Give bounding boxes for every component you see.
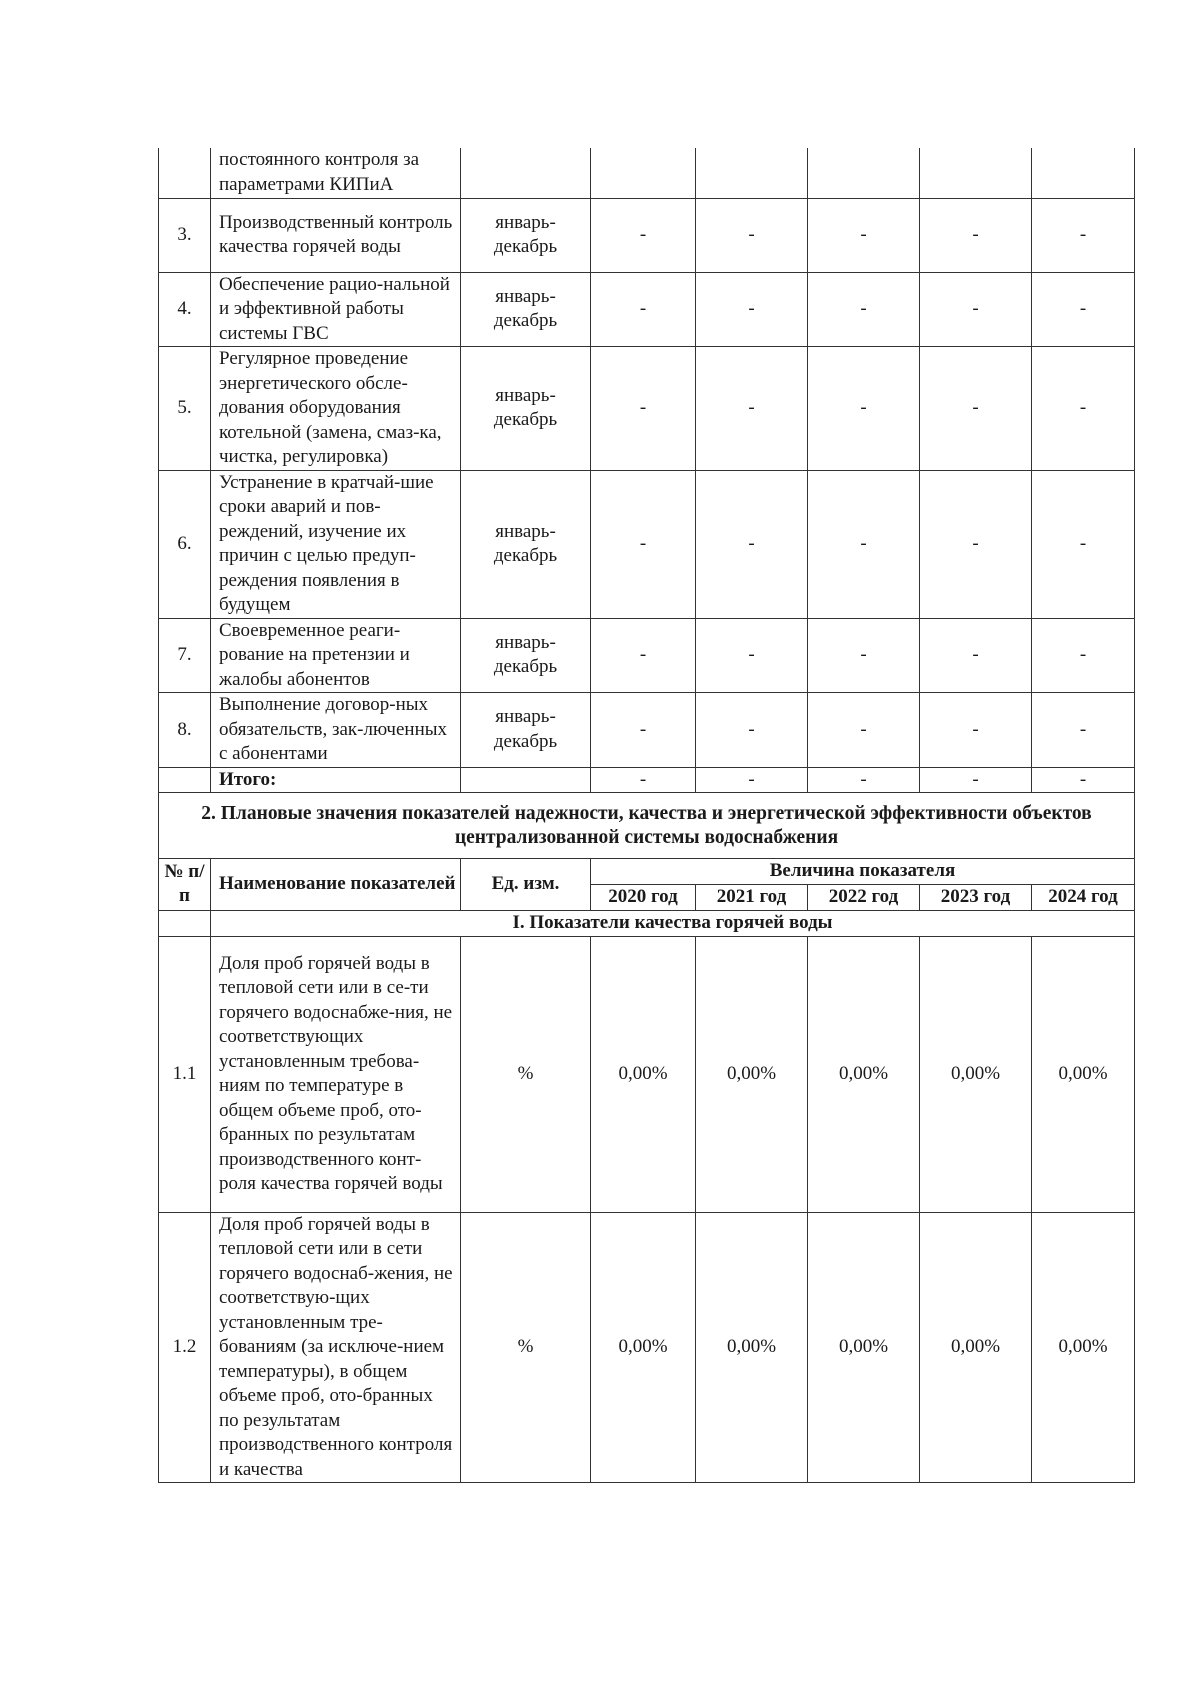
indicator-value: 0,00% (808, 1212, 920, 1483)
total-value: - (591, 767, 696, 793)
indicator-value: 0,00% (696, 1212, 808, 1483)
measure-value: - (1032, 272, 1135, 347)
measure-num (159, 148, 211, 198)
measure-row (159, 470, 1135, 618)
header-year: 2023 год (920, 884, 1032, 910)
measure-period: январь-декабрь (461, 693, 591, 768)
total-value: - (696, 767, 808, 793)
measure-value: - (591, 693, 696, 768)
indicator-num: 1.1 (159, 936, 211, 1212)
document-page (158, 148, 1134, 1483)
indicators-table (158, 792, 1135, 1484)
measure-value (591, 148, 696, 198)
measure-period (461, 148, 591, 198)
measure-value: - (808, 470, 920, 618)
measure-name: Производственный контроль качества горячей воды (211, 198, 461, 272)
measure-value: - (1032, 618, 1135, 693)
indicator-value: 0,00% (920, 936, 1032, 1212)
measure-period: январь-декабрь (461, 347, 591, 471)
header-year: 2022 год (808, 884, 920, 910)
measure-name: Регулярное проведение энергетического обсле-дования оборудования котельной (замена, смаз-ка, чистка, регулировка) (211, 347, 461, 471)
measure-value: - (696, 618, 808, 693)
header-unit: Ед. изм. (461, 858, 591, 910)
measure-period: январь-декабрь (461, 272, 591, 347)
measure-value: - (696, 470, 808, 618)
measure-value (696, 148, 808, 198)
measure-num: 7. (159, 618, 211, 693)
measure-value: - (1032, 347, 1135, 471)
subsection-title: I. Показатели качества горячей воды (211, 910, 1135, 936)
indicator-value: 0,00% (591, 1212, 696, 1483)
measure-value: - (808, 272, 920, 347)
total-period-cell (461, 767, 591, 793)
total-value: - (920, 767, 1032, 793)
measure-name: Устранение в кратчай-шие сроки аварий и пов-реждений, изучение их причин с целью предуп-реждения появления в будущем (211, 470, 461, 618)
header-name: Наименование показателей (211, 858, 461, 910)
measure-value: - (591, 272, 696, 347)
indicator-value: 0,00% (1032, 936, 1135, 1212)
indicator-unit: % (461, 936, 591, 1212)
total-value: - (808, 767, 920, 793)
measures-table (158, 148, 1135, 793)
measure-period: январь-декабрь (461, 470, 591, 618)
indicator-value: 0,00% (920, 1212, 1032, 1483)
measure-value: - (920, 272, 1032, 347)
indicator-name: Доля проб горячей воды в тепловой сети или в сети горячего водоснаб-жения, не соответствую-щих установленным тре-бованиям (за исключе-нием температуры), в общем объеме проб, ото-бранных по результатам производственного контроля и качества (211, 1212, 461, 1483)
section-title: 2. Плановые значения показателей надежности, качества и энергетической эффективности объектов централизованной системы водоснабжения (159, 792, 1135, 858)
measure-period: январь-декабрь (461, 618, 591, 693)
indicator-name: Доля проб горячей воды в тепловой сети или в се-ти горячего водоснабже-ния, не соответствующих установленным требова-ниям по температуре в общем объеме проб, ото-бранных по результатам производственного конт-роля качества горячей воды (211, 936, 461, 1212)
measure-value: - (696, 693, 808, 768)
header-year: 2021 год (696, 884, 808, 910)
measure-value: - (591, 618, 696, 693)
header-year: 2020 год (591, 884, 696, 910)
measure-value: - (920, 693, 1032, 768)
header-num: № п/п (159, 858, 211, 910)
indicator-num: 1.2 (159, 1212, 211, 1483)
measure-value: - (920, 618, 1032, 693)
measure-value: - (920, 470, 1032, 618)
measure-row (159, 693, 1135, 768)
measure-value: - (1032, 693, 1135, 768)
measure-row (159, 272, 1135, 347)
measure-name: Выполнение договор-ных обязательств, зак-люченных с абонентами (211, 693, 461, 768)
measure-value: - (808, 347, 920, 471)
header-year: 2024 год (1032, 884, 1135, 910)
measure-value (920, 148, 1032, 198)
measure-name: Обеспечение рацио-нальной и эффективной работы системы ГВС (211, 272, 461, 347)
subsection-num-cell (159, 910, 211, 936)
total-value: - (1032, 767, 1135, 793)
measure-value: - (591, 198, 696, 272)
header-row-1 (159, 858, 1135, 884)
indicator-value: 0,00% (591, 936, 696, 1212)
indicator-unit: % (461, 1212, 591, 1483)
header-group: Величина показателя (591, 858, 1135, 884)
total-row (159, 767, 1135, 793)
measure-value: - (696, 198, 808, 272)
measure-value: - (696, 347, 808, 471)
measure-row (159, 618, 1135, 693)
measure-num: 5. (159, 347, 211, 471)
measure-value: - (920, 198, 1032, 272)
subsection-row (159, 910, 1135, 936)
measure-num: 6. (159, 470, 211, 618)
indicator-row (159, 1212, 1135, 1483)
indicator-row (159, 936, 1135, 1212)
measure-value: - (808, 198, 920, 272)
total-label: Итого: (211, 767, 461, 793)
measure-value: - (920, 347, 1032, 471)
measure-value: - (1032, 470, 1135, 618)
measure-name: постоянного контроля за параметрами КИПиА (211, 148, 461, 198)
measure-value: - (1032, 198, 1135, 272)
indicator-value: 0,00% (696, 936, 808, 1212)
section-title-row (159, 792, 1135, 858)
measure-value: - (591, 347, 696, 471)
measure-num: 4. (159, 272, 211, 347)
measure-value: - (591, 470, 696, 618)
measure-name: Своевременное реаги-рование на претензии и жалобы абонентов (211, 618, 461, 693)
measure-value: - (808, 693, 920, 768)
measure-row (159, 347, 1135, 471)
indicator-value: 0,00% (1032, 1212, 1135, 1483)
measure-num: 3. (159, 198, 211, 272)
measure-value: - (696, 272, 808, 347)
measure-value: - (808, 618, 920, 693)
measure-row (159, 148, 1135, 198)
measure-row (159, 198, 1135, 272)
measure-value (1032, 148, 1135, 198)
measure-value (808, 148, 920, 198)
indicator-value: 0,00% (808, 936, 920, 1212)
measure-num: 8. (159, 693, 211, 768)
measure-period: январь-декабрь (461, 198, 591, 272)
total-num-cell (159, 767, 211, 793)
